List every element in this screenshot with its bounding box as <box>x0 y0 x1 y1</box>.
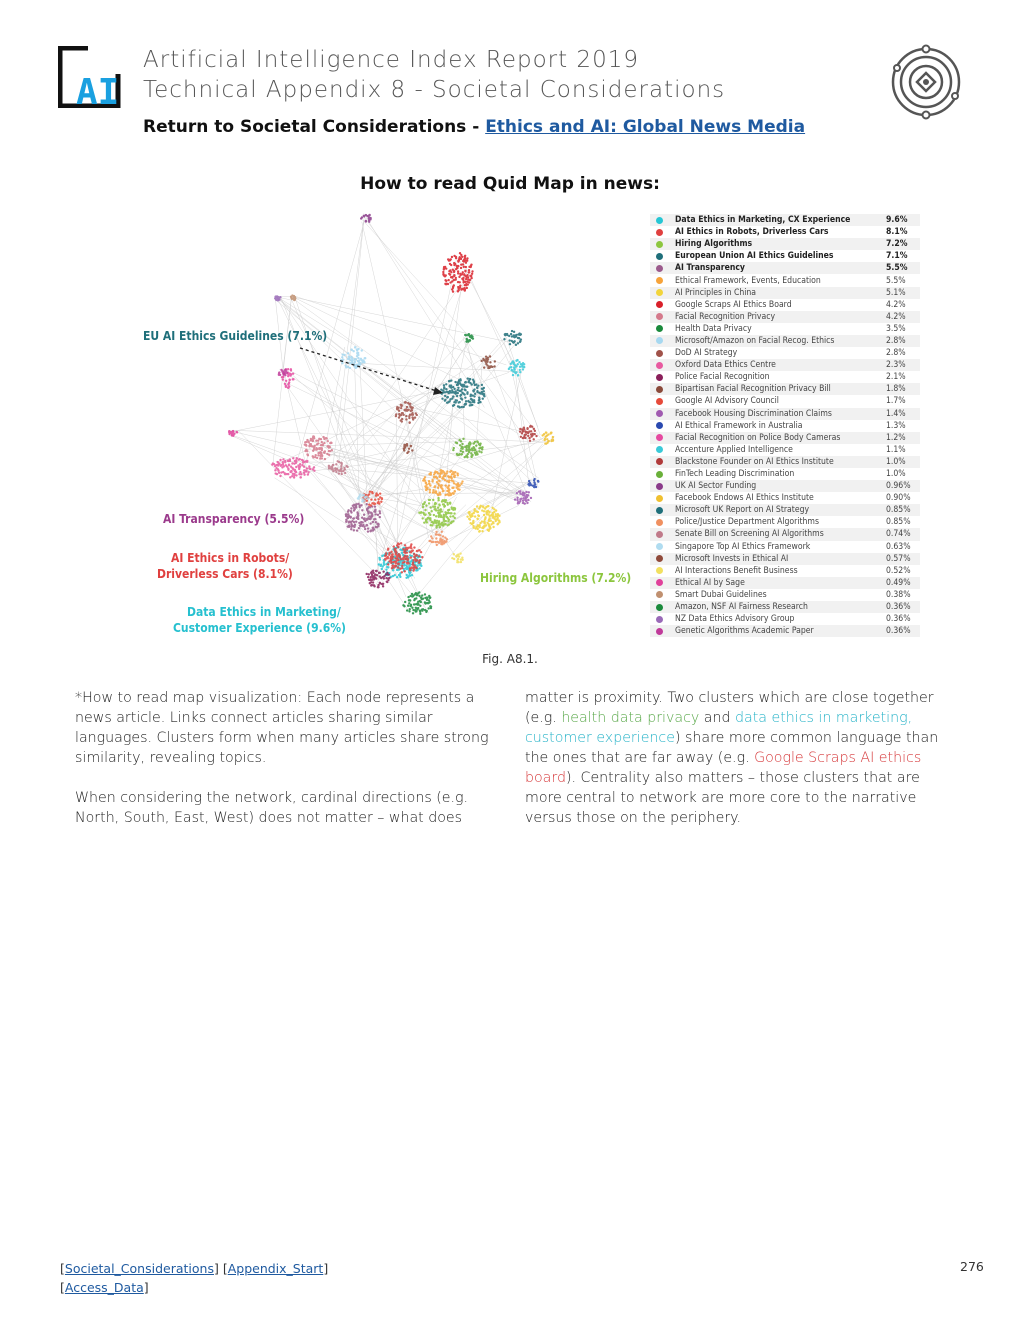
legend-value: 1.4% <box>886 408 906 419</box>
text-segment: matter is proximity. Two clusters which are close together (e.g. <box>525 690 934 726</box>
legend-row <box>650 371 920 383</box>
legend-row <box>650 359 920 371</box>
legend-value: 1.7% <box>886 396 906 407</box>
legend-row <box>650 226 920 238</box>
legend-color-dot <box>656 277 663 284</box>
legend-row <box>650 311 920 323</box>
legend-label: Facial Recognition Privacy <box>675 311 776 322</box>
legend-color-dot <box>656 241 663 248</box>
return-prefix: Return to Societal Considerations - <box>143 117 486 137</box>
legend-row <box>650 287 920 299</box>
legend-label: Singapore Top AI Ethics Framework <box>675 541 811 552</box>
legend-row <box>650 444 920 456</box>
legend-value: 4.2% <box>886 311 906 322</box>
legend-color-dot <box>656 458 663 465</box>
legend-value: 1.0% <box>886 456 906 467</box>
appendix-start-link[interactable]: Appendix_Start <box>227 1261 324 1276</box>
legend-color-dot <box>656 507 663 514</box>
body-column-right <box>525 688 943 848</box>
legend-row <box>650 468 920 480</box>
legend-label: Ethical Framework, Events, Education <box>675 275 821 286</box>
paragraph-map-explanation: *How to read map visualization: Each node represents a news article. Links connect articles sharing similar languages. Clusters form when many articles share strong similarity, revealing topics. <box>75 690 489 766</box>
legend-label: AI Interactions Benefit Business <box>675 565 798 576</box>
legend-row <box>650 214 920 226</box>
legend-value: 5.5% <box>886 263 908 274</box>
return-line <box>143 117 805 137</box>
legend-row <box>650 274 920 286</box>
legend-label: Facial Recognition on Police Body Cameras <box>675 432 841 443</box>
legend-color-dot <box>656 519 663 526</box>
access-data-link[interactable]: Access_Data <box>64 1280 144 1295</box>
map-label-marketing-2: Customer Experience (9.6%) <box>173 621 346 635</box>
legend-label: AI Ethical Framework in Australia <box>675 420 803 431</box>
legend-label: Genetic Algorithms Academic Paper <box>675 626 814 637</box>
text-segment: ) share more common language than the ones that are far away (e.g. <box>525 730 939 766</box>
network-cluster <box>428 531 448 546</box>
legend-color-dot <box>656 217 663 224</box>
legend-row <box>650 299 920 311</box>
legend-color-dot <box>656 495 663 502</box>
map-label-hiring: Hiring Algorithms (7.2%) <box>480 571 632 585</box>
legend-color-dot <box>656 446 663 453</box>
legend-color-dot <box>656 265 663 272</box>
ai-index-logo <box>58 46 130 108</box>
legend-value: 1.3% <box>886 420 906 431</box>
legend-value: 0.49% <box>886 577 911 588</box>
paragraph-proximity <box>525 688 943 828</box>
legend-color-dot <box>656 591 663 598</box>
legend-color-dot <box>656 616 663 623</box>
legend-color-dot <box>656 422 663 429</box>
legend-value: 1.0% <box>886 469 906 480</box>
legend-label: Smart Dubai Guidelines <box>675 589 767 600</box>
legend-label: AI Transparency <box>675 263 745 274</box>
legend-value: 2.8% <box>886 348 906 359</box>
highlight-health-data-privacy: health data privacy <box>561 710 700 726</box>
legend-value: 0.63% <box>886 541 911 552</box>
legend-row <box>650 625 920 637</box>
legend-row <box>650 408 920 420</box>
legend-color-dot <box>656 362 663 369</box>
legend-label: Ethical AI by Sage <box>675 577 745 588</box>
legend-label: Microsoft UK Report on AI Strategy <box>675 505 810 516</box>
network-cluster <box>466 505 500 533</box>
legend-row <box>650 250 920 262</box>
legend-color-dot <box>656 350 663 357</box>
legend-label: Hiring Algorithms <box>675 239 753 250</box>
legend-value: 1.8% <box>886 384 906 395</box>
legend-row <box>650 565 920 577</box>
legend-row <box>650 335 920 347</box>
legend-label: NZ Data Ethics Advisory Group <box>675 614 795 625</box>
network-cluster <box>452 438 484 459</box>
legend-row <box>650 347 920 359</box>
legend-value: 0.85% <box>886 517 911 528</box>
network-cluster <box>290 294 296 301</box>
legend-color-dot <box>656 253 663 260</box>
legend-value: 0.36% <box>886 602 911 613</box>
footer-links: [Societal_Considerations] [Appendix_Start] [Access_Data] <box>60 1261 329 1295</box>
network-cluster <box>402 591 432 615</box>
map-label-marketing-1: Data Ethics in Marketing/ <box>187 605 341 619</box>
societal-considerations-emblem-icon <box>888 44 964 120</box>
network-cluster <box>519 425 538 442</box>
network-cluster <box>451 552 464 563</box>
legend-value: 2.8% <box>886 335 906 346</box>
legend-color-dot <box>656 604 663 611</box>
legend-row <box>650 528 920 540</box>
report-title: Artificial Intelligence Index Report 2019 <box>143 47 639 73</box>
legend-color-dot <box>656 229 663 236</box>
legend-color-dot <box>656 555 663 562</box>
legend-label: Microsoft Invests in Ethical AI <box>675 553 789 564</box>
legend-label: Amazon, NSF AI Fairness Research <box>675 602 808 613</box>
text-segment: and <box>699 710 735 726</box>
legend-label: Police/Justice Department Algorithms <box>675 517 819 528</box>
legend-color-dot <box>656 386 663 393</box>
network-cluster <box>442 252 474 293</box>
legend-color-dot <box>656 374 663 381</box>
legend-label: Data Ethics in Marketing, CX Experience <box>675 215 851 226</box>
legend-label: UK AI Sector Funding <box>675 481 757 492</box>
legend-value: 5.1% <box>886 287 906 298</box>
legend-color-dot <box>656 483 663 490</box>
network-cluster <box>271 457 315 479</box>
legend-row <box>650 577 920 589</box>
legend-color-dot <box>656 471 663 478</box>
legend-row <box>650 238 920 250</box>
legend-color-dot <box>656 325 663 332</box>
network-cluster <box>365 569 390 588</box>
legend-label: Accenture Applied Intelligence <box>675 444 793 455</box>
legend-value: 3.5% <box>886 323 906 334</box>
page-number: 276 <box>960 1259 984 1274</box>
network-cluster <box>439 377 485 408</box>
network-cluster <box>228 430 238 437</box>
cluster-legend <box>650 214 920 637</box>
network-cluster <box>503 330 522 346</box>
legend-value: 9.6% <box>886 215 908 226</box>
highlight-google-scraps: Google Scraps AI ethics board <box>525 750 922 786</box>
legend-label: Bipartisan Facial Recognition Privacy Bill <box>675 384 831 395</box>
legend-label: Health Data Privacy <box>675 323 752 334</box>
legend-value: 0.96% <box>886 481 911 492</box>
legend-value: 7.2% <box>886 239 908 250</box>
legend-value: 2.3% <box>886 360 906 371</box>
legend-value: 0.57% <box>886 553 911 564</box>
legend-value: 1.2% <box>886 432 906 443</box>
legend-label: Police Facial Recognition <box>675 372 770 383</box>
map-label-robots-2: Driverless Cars (8.1%) <box>157 567 293 581</box>
quid-network-map <box>138 198 638 648</box>
legend-value: 7.1% <box>886 251 908 262</box>
legend-row <box>650 601 920 613</box>
legend-row <box>650 395 920 407</box>
highlight-data-ethics-marketing: data ethics in marketing, customer experience <box>525 710 913 746</box>
legend-value: 1.1% <box>886 444 906 455</box>
legend-label: European Union AI Ethics Guidelines <box>675 251 834 262</box>
legend-value: 0.52% <box>886 565 911 576</box>
figure-caption: Fig. A8.1. <box>482 652 538 666</box>
legend-color-dot <box>656 313 663 320</box>
legend-label: AI Principles in China <box>675 287 757 298</box>
legend-label: AI Ethics in Robots, Driverless Cars <box>675 227 829 238</box>
legend-value: 5.5% <box>886 275 906 286</box>
network-cluster <box>514 490 532 505</box>
network-cluster <box>422 469 464 497</box>
legend-row <box>650 613 920 625</box>
legend-value: 0.90% <box>886 493 911 504</box>
legend-color-dot <box>656 579 663 586</box>
legend-value: 0.85% <box>886 505 911 516</box>
legend-color-dot <box>656 543 663 550</box>
legend-color-dot <box>656 301 663 308</box>
network-cluster <box>418 497 456 529</box>
map-label-robots-1: AI Ethics in Robots/ <box>171 551 290 565</box>
legend-row <box>650 492 920 504</box>
legend-value: 8.1% <box>886 227 908 238</box>
map-label-eu: EU AI Ethics Guidelines (7.1%) <box>143 329 328 343</box>
legend-value: 0.36% <box>886 626 911 637</box>
text-segment: ). Centrality also matters – those clusters that are more central to network are more core to the narrative versus those on the periphery. <box>525 770 920 826</box>
legend-color-dot <box>656 398 663 405</box>
legend-label: Oxford Data Ethics Centre <box>675 360 776 371</box>
legend-label: Facebook Endows AI Ethics Institute <box>675 493 814 504</box>
legend-label: Google AI Advisory Council <box>675 396 779 407</box>
legend-color-dot <box>656 531 663 538</box>
legend-label: Senate Bill on Screening AI Algorithms <box>675 529 824 540</box>
figure-title: How to read Quid Map in news: <box>360 174 660 194</box>
body-column-left <box>75 688 495 848</box>
societal-considerations-link[interactable]: Societal_Considerations <box>64 1261 214 1276</box>
legend-color-dot <box>656 410 663 417</box>
legend-row <box>650 262 920 274</box>
map-label-transparency: AI Transparency (5.5%) <box>163 512 305 526</box>
legend-value: 2.1% <box>886 372 906 383</box>
legend-row <box>650 383 920 395</box>
legend-value: 0.36% <box>886 614 911 625</box>
legend-color-dot <box>656 289 663 296</box>
legend-row <box>650 504 920 516</box>
network-cluster <box>340 346 367 369</box>
legend-label: Blackstone Founder on AI Ethics Institute <box>675 456 834 467</box>
legend-label: Facebook Housing Discrimination Claims <box>675 408 832 419</box>
legend-label: Google Scraps AI Ethics Board <box>675 299 792 310</box>
logo-text: AI <box>76 72 120 108</box>
legend-color-dot <box>656 628 663 635</box>
legend-label: FinTech Leading Discrimination <box>675 469 795 480</box>
legend-row <box>650 541 920 553</box>
legend-row <box>650 553 920 565</box>
legend-row <box>650 589 920 601</box>
legend-row <box>650 456 920 468</box>
legend-label: DoD AI Strategy <box>675 348 738 359</box>
legend-color-dot <box>656 434 663 441</box>
legend-row <box>650 420 920 432</box>
ethics-news-media-link[interactable]: Ethics and AI: Global News Media <box>485 117 806 137</box>
legend-color-dot <box>656 337 663 344</box>
legend-value: 4.2% <box>886 299 906 310</box>
network-cluster <box>360 214 372 223</box>
appendix-title: Technical Appendix 8 - Societal Considerations <box>143 77 726 103</box>
legend-color-dot <box>656 567 663 574</box>
legend-row <box>650 432 920 444</box>
legend-value: 0.38% <box>886 589 911 600</box>
paragraph-cardinal-directions: When considering the network, cardinal directions (e.g. North, South, East, West) does not matter – what does <box>75 790 469 826</box>
legend-row <box>650 480 920 492</box>
legend-row <box>650 516 920 528</box>
legend-row <box>650 323 920 335</box>
legend-value: 0.74% <box>886 529 911 540</box>
legend-label: Microsoft/Amazon on Facial Recog. Ethics <box>675 335 835 346</box>
